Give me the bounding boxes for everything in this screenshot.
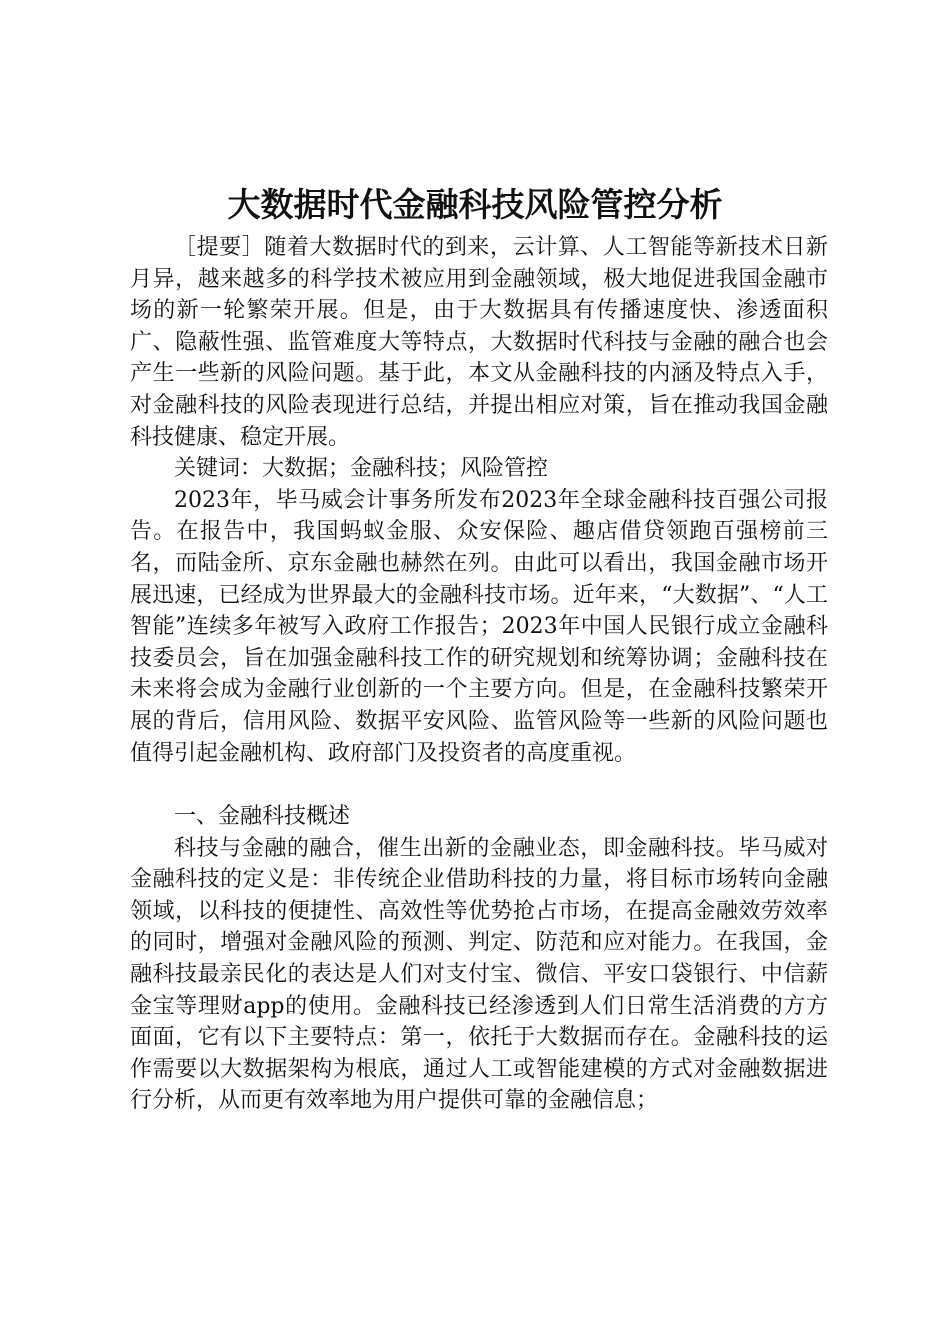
document-body <box>130 232 828 1117</box>
paragraph-spacer <box>130 769 828 801</box>
intro-paragraph: 2023年，毕马威会计事务所发布2023年全球金融科技百强公司报告。在报告中，我国蚂蚁金服、众安保险、趣店借贷领跑百强榜前三名，而陆金所、京东金融也赫然在列。由此可以看出，我国金融市场开展迅速，已经成为世界最大的金融科技市场。近年来，“大数据”、“人工智能”连续多年被写入政府工作报告；2023年中国人民银行成立金融科技委员会，旨在加强金融科技工作的研究规划和统筹协调；金融科技在未来将会成为金融行业创新的一个主要方向。但是，在金融科技繁荣开展的背后，信用风险、数据平安风险、监管风险等一些新的风险问题也值得引起金融机构、政府部门及投资者的高度重视。 <box>130 487 828 766</box>
document-title: 大数据时代金融科技风险管控分析 <box>227 185 723 224</box>
section-paragraph: 科技与金融的融合，催生出新的金融业态，即金融科技。毕马威对金融科技的定义是：非传统企业借助科技的力量，将目标市场转向金融领域，以科技的便捷性、高效性等优势抢占市场，在提高金融效劳效率的同时，增强对金融风险的预测、判定、防范和应对能力。在我国，金融科技最亲民化的表达是人们对支付宝、微信、平安口袋银行、中信薪金宝等理财app的使用。金融科技已经渗透到人们日常生活消费的方方面面，它有以下主要特点：第一，依托于大数据而存在。金融科技的运作需要以大数据架构为根底，通过人工或智能建模的方式对金融数据进行分析，从而更有效率地为用户提供可靠的金融信息； <box>130 835 828 1114</box>
keywords-line: 关键词：大数据；金融科技；风险管控 <box>174 456 549 482</box>
abstract-paragraph: ［提要］随着大数据时代的到来，云计算、人工智能等新技术日新月异，越来越多的科学技术被应用到金融领域，极大地促进我国金融市场的新一轮繁荣开展。但是，由于大数据具有传播速度快、渗透面积广、隐蔽性强、监管难度大等特点，大数据时代科技与金融的融合也会产生一些新的风险问题。基于此，本文从金融科技的内涵及特点入手，对金融科技的风险表现进行总结，并提出相应对策，旨在推动我国金融科技健康、稳定开展。 <box>130 235 828 450</box>
section-heading: 一、金融科技概述 <box>174 804 351 830</box>
